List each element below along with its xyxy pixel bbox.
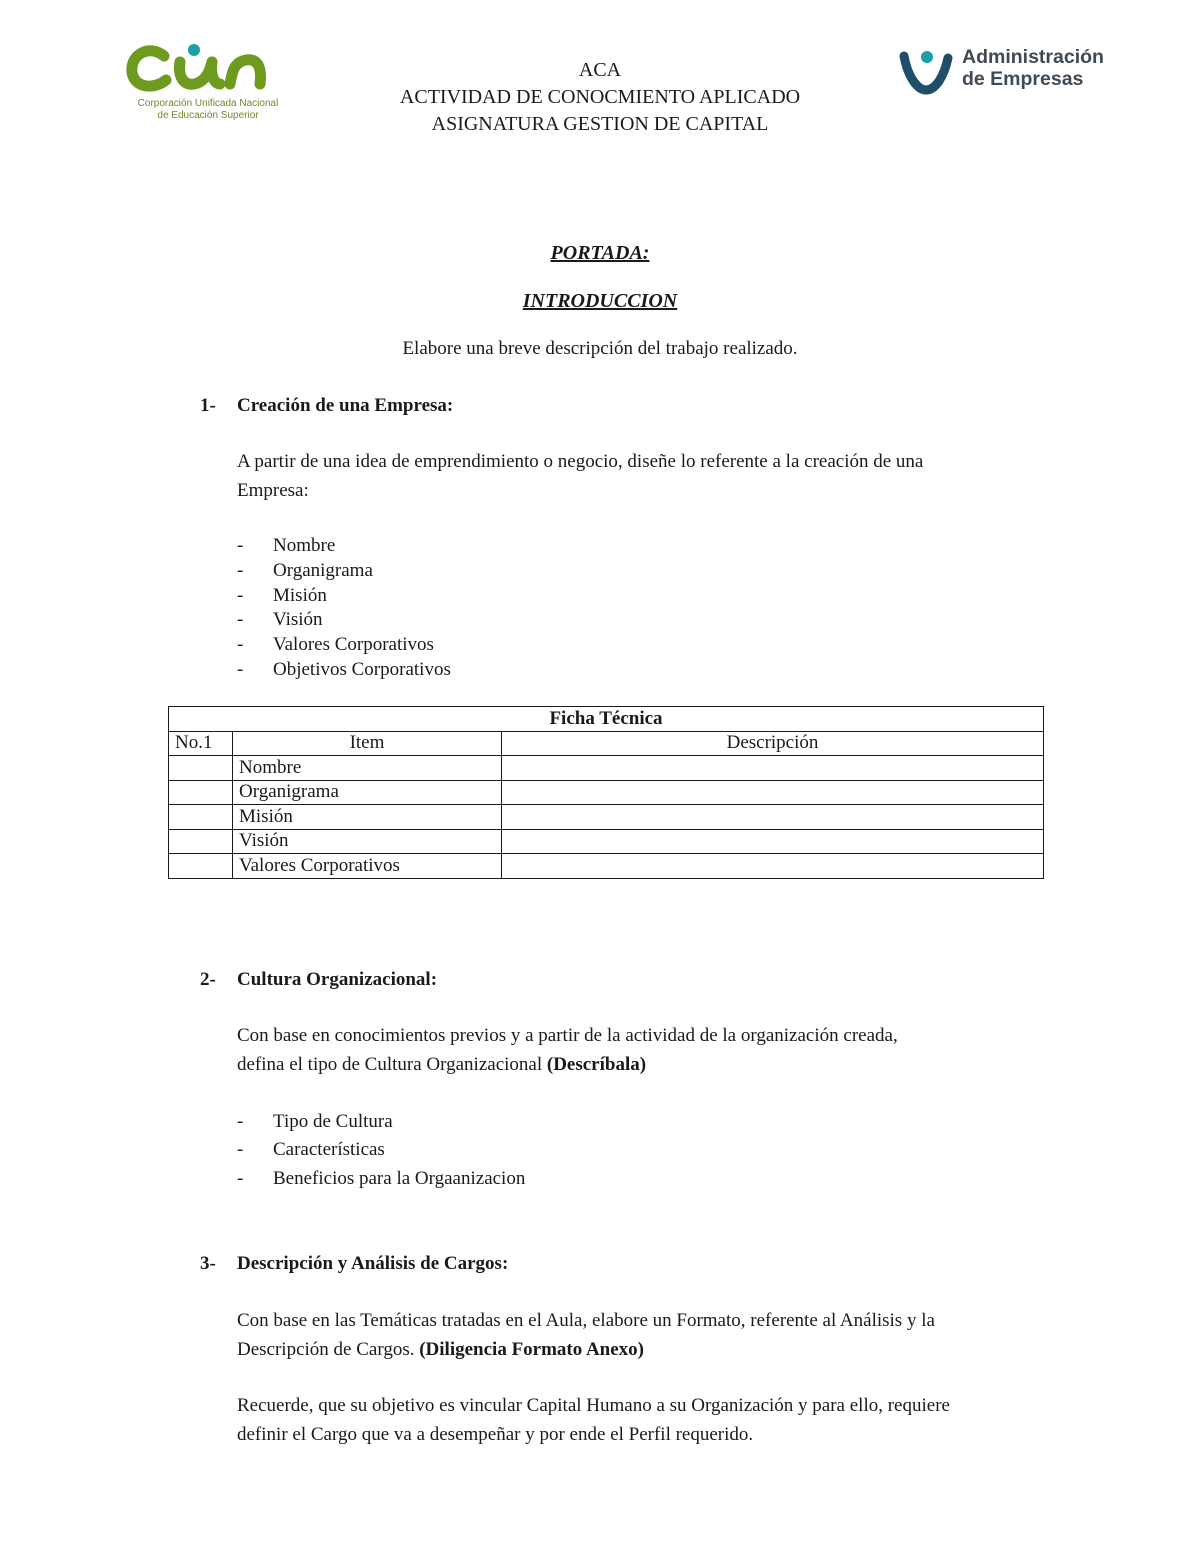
administracion-line-2: de Empresas — [962, 68, 1084, 90]
cun-subtitle-1: Corporación Unificada Nacional — [137, 98, 279, 109]
list-item-label: Organigrama — [273, 560, 373, 581]
header-title-line-1: ACA — [578, 59, 622, 81]
section3-para2-line-2: definir el Cargo que va a desempeñar y por ende el Perfil requerido. — [237, 1424, 754, 1445]
section3-para2-line-1: Recuerde, que su objetivo es vincular Capital Humano a su Organización y para ello, requiere — [237, 1395, 950, 1416]
list-item-label: Características — [273, 1139, 385, 1160]
cun-subtitle-2: de Educación Superior — [157, 110, 259, 121]
list-item-label: Objetivos Corporativos — [273, 659, 451, 680]
section3-para1-line-2 — [237, 1339, 644, 1361]
table-cell-number[interactable] — [169, 854, 233, 879]
administracion-line-1: Administración — [962, 46, 1104, 68]
list-item-label: Nombre — [273, 535, 336, 556]
table-row — [169, 829, 1044, 854]
table-header-row — [169, 731, 1044, 756]
section1-text-line-1: A partir de una idea de emprendimiento o negocio, diseñe lo referente a la creación de una — [237, 451, 924, 472]
table-cell-item: Organigrama — [233, 780, 502, 805]
column-header-item: Item — [233, 731, 502, 756]
list-item-label: Beneficios para la Orgaanizacion — [273, 1168, 526, 1189]
section2-text-line-2-normal: defina el tipo de Cultura Organizacional — [237, 1054, 543, 1075]
table-cell-descripcion[interactable] — [502, 829, 1044, 854]
section2-title: Cultura Organizacional: — [237, 969, 438, 990]
section3-para1-line-1: Con base en las Temáticas tratadas en el Aula, elabore un Formato, referente al Análisis y la — [237, 1310, 935, 1331]
table-row — [169, 854, 1044, 879]
header-title — [300, 57, 900, 138]
table-cell-descripcion[interactable] — [502, 780, 1044, 805]
section1-number: 1- — [200, 395, 216, 416]
table-cell-item: Misión — [233, 805, 502, 830]
header-title-line-2: ACTIVIDAD DE CONOCMIENTO APLICADO — [399, 86, 801, 108]
introduccion-heading: INTRODUCCION — [522, 290, 678, 312]
table-cell-number[interactable] — [169, 829, 233, 854]
list-item-label: Valores Corporativos — [273, 634, 434, 655]
administracion-logo — [898, 46, 1138, 96]
list-item-label: Tipo de Cultura — [273, 1111, 393, 1132]
v-check-icon — [898, 46, 954, 96]
table-cell-descripcion[interactable] — [502, 854, 1044, 879]
table-cell-number[interactable] — [169, 780, 233, 805]
table-cell-descripcion[interactable] — [502, 756, 1044, 781]
table-row — [169, 780, 1044, 805]
section3-title: Descripción y Análisis de Cargos: — [237, 1253, 509, 1274]
introduccion-text: Elabore una breve descripción del trabajo realizado. — [402, 338, 798, 359]
column-header-number: No.1 — [169, 731, 233, 756]
section1-title: Creación de una Empresa: — [237, 395, 454, 416]
table-row — [169, 756, 1044, 781]
table-cell-number[interactable] — [169, 805, 233, 830]
section3-para1-line-2-bold: (Diligencia Formato Anexo) — [419, 1339, 645, 1360]
cun-wordmark-icon — [124, 40, 284, 98]
administracion-text — [962, 46, 1104, 90]
table-cell-number[interactable] — [169, 756, 233, 781]
ficha-tecnica-table — [168, 706, 1044, 879]
table-cell-item: Visión — [233, 829, 502, 854]
table-title: Ficha Técnica — [169, 707, 1044, 732]
cun-logo — [124, 40, 284, 130]
table-title-row — [169, 707, 1044, 732]
table-cell-item: Valores Corporativos — [233, 854, 502, 879]
column-header-descripcion: Descripción — [502, 731, 1044, 756]
section1-text-line-2: Empresa: — [237, 480, 309, 501]
list-item-label: Visión — [273, 609, 323, 630]
section2-text-line-1: Con base en conocimientos previos y a partir de la actividad de la organización creada, — [237, 1025, 898, 1046]
section3-number: 3- — [200, 1253, 216, 1274]
table-row — [169, 805, 1044, 830]
section3-para1-line-2-normal: Descripción de Cargos. — [237, 1339, 415, 1360]
table-cell-item: Nombre — [233, 756, 502, 781]
list-item-label: Misión — [273, 585, 327, 606]
section2-number: 2- — [200, 969, 216, 990]
section2-text-line-2 — [237, 1054, 646, 1076]
table-cell-descripcion[interactable] — [502, 805, 1044, 830]
header-title-line-3: ASIGNATURA GESTION DE CAPITAL — [431, 113, 769, 135]
portada-heading: PORTADA: — [550, 242, 650, 264]
section2-text-line-2-bold: (Descríbala) — [546, 1054, 647, 1075]
